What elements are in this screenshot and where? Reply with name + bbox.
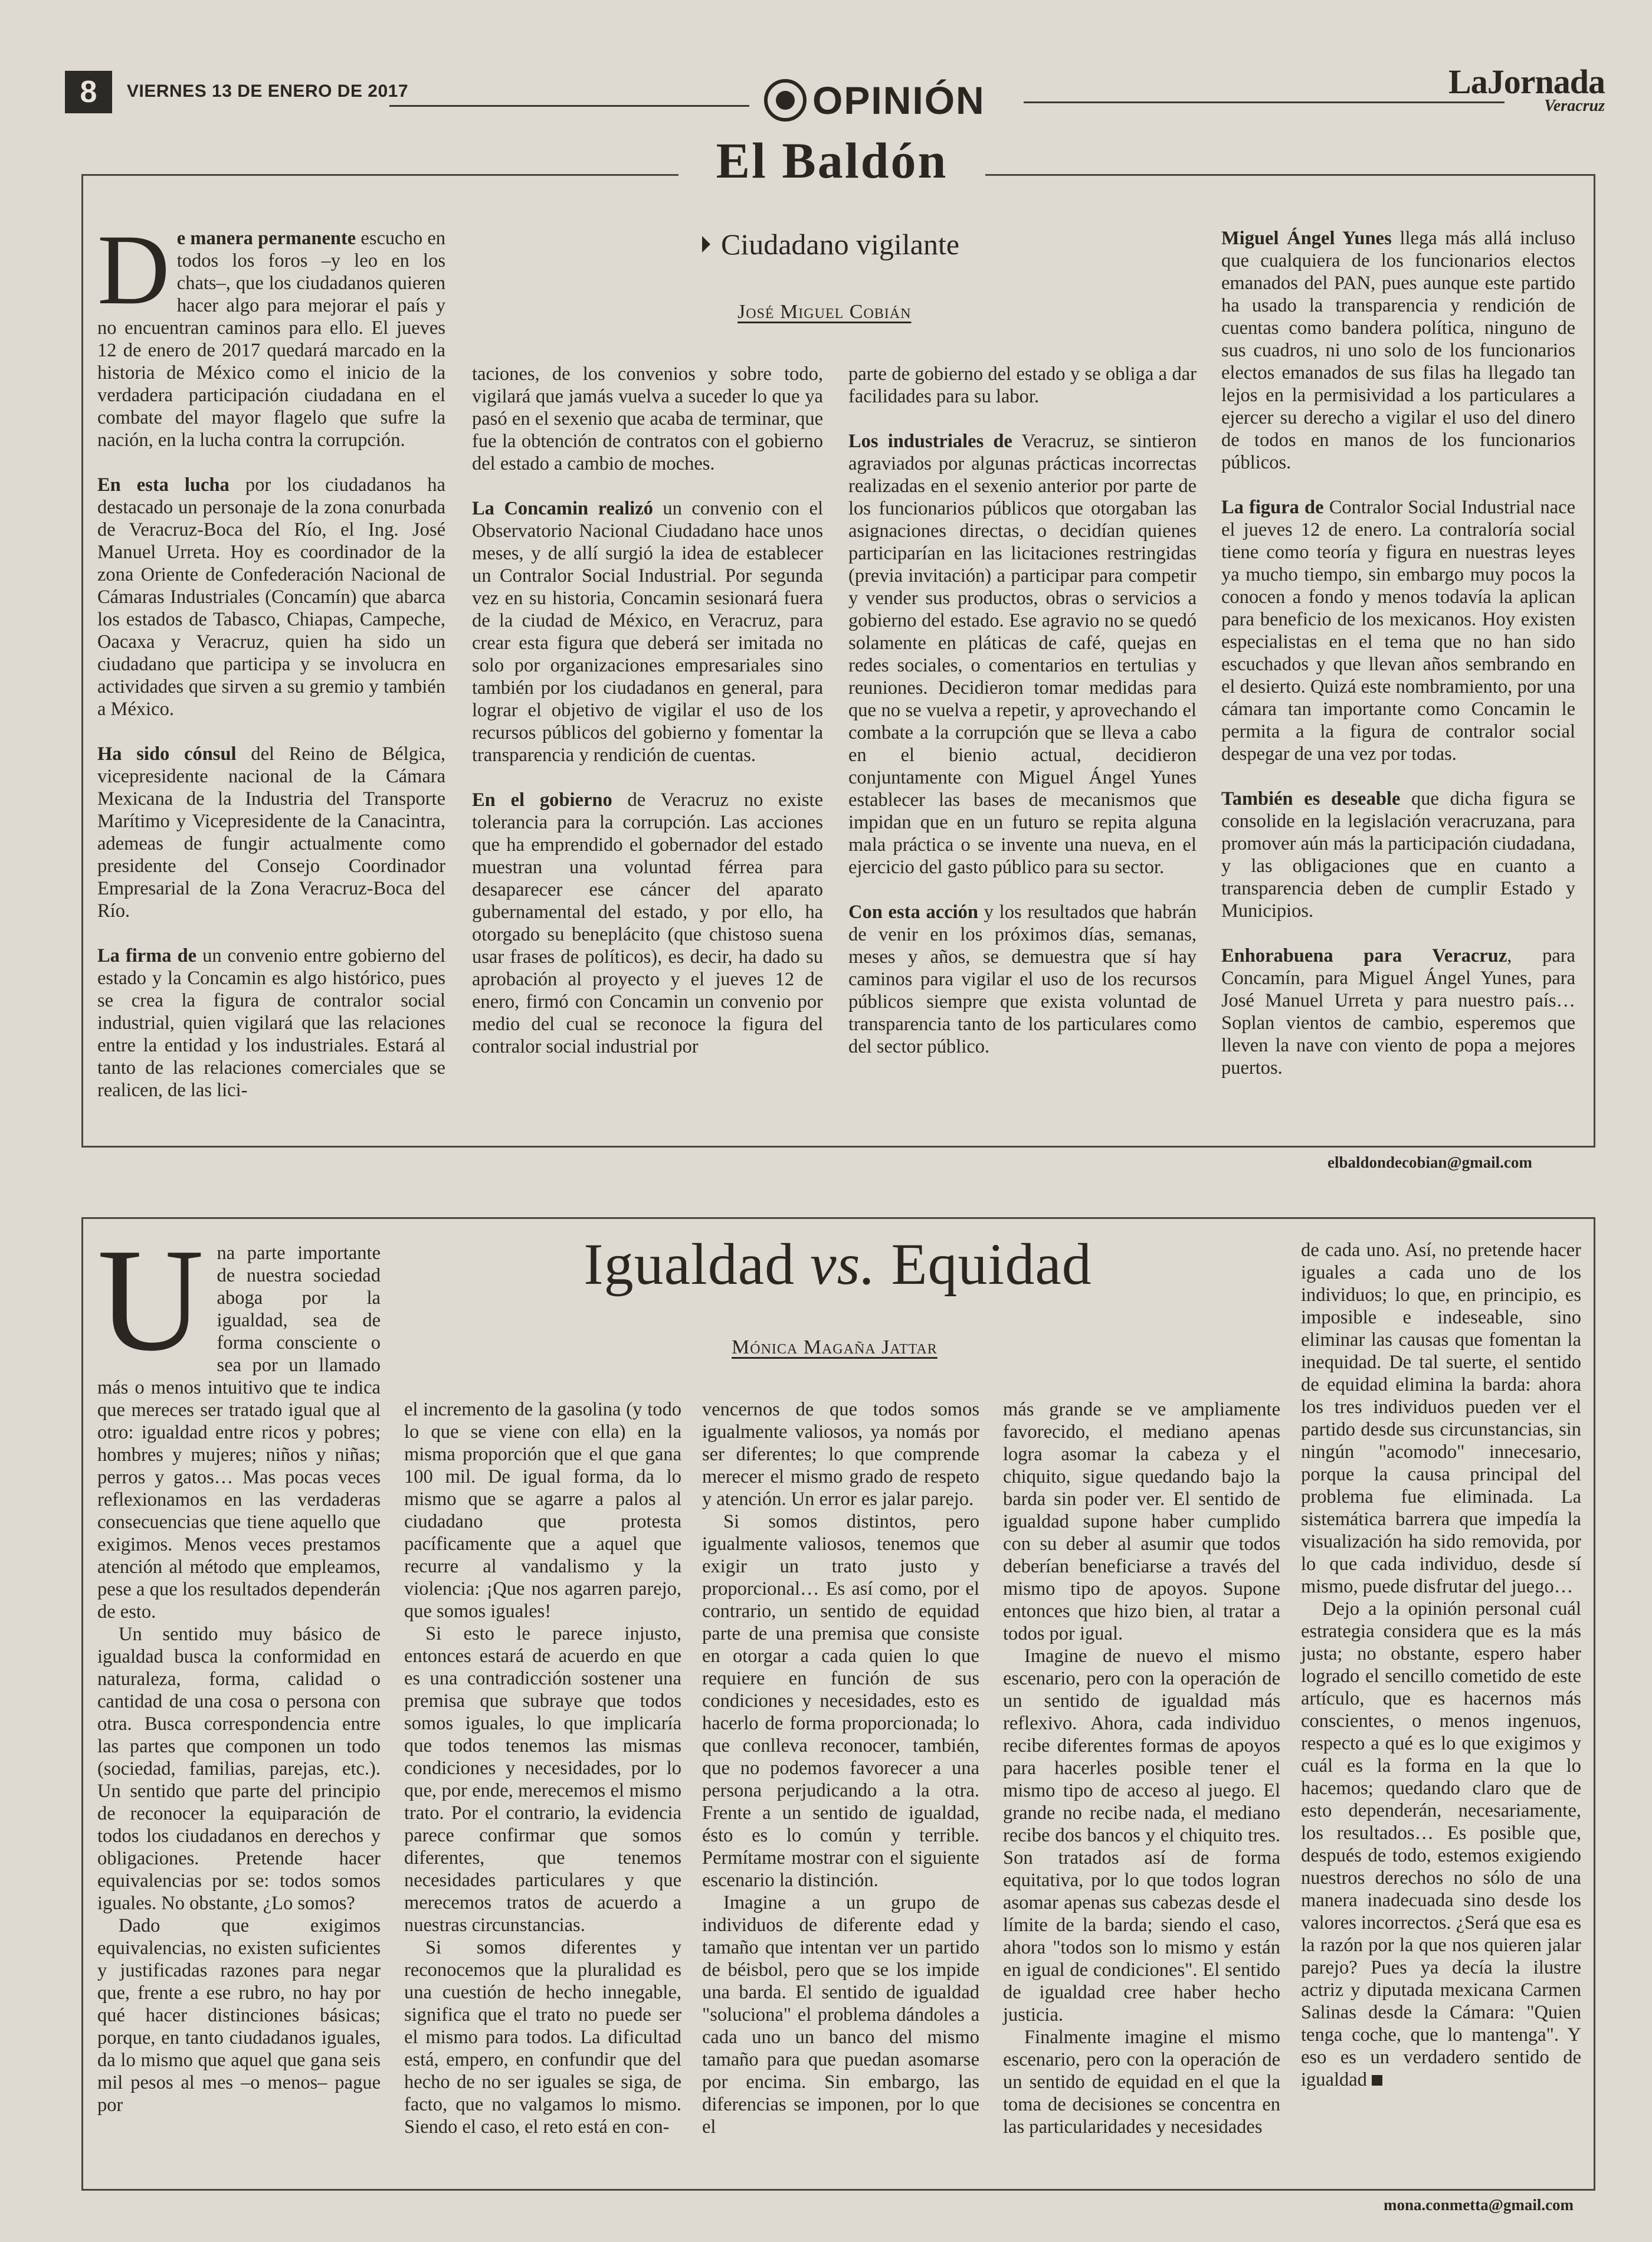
article2-column-2 [404,1398,681,2138]
paragraph-lead: La firma de [97,945,197,966]
article1-column-3 [848,363,1197,1058]
paragraph-text: , para Concamín, para Miguel Ángel Yunes, para José Manuel Urreta y para nuestro país… Soplan vientos de cambio, esperemos que lleven la nave con viento de popa a mejores puertos. [1221,945,1575,1079]
paragraph-lead: Enhorabuena para Veracruz [1221,945,1507,966]
logo-main: LaJornada [1448,63,1605,101]
paragraph-text: más grande se ve ampliamente favorecido, el mediano apenas logra asomar la cabeza y el chiquito, sigue quedando bajo la barda sin poder ver. El sentido de igualdad supone haber cumplido con su deber al asumir que todos deberían beneficiarse a través del mismo tipo de apoyos. Supone entonces que hizo bien, al tratar a todos por igual. [1003,1399,1280,1644]
paragraph-text: y los resultados que habrán de venir en los próximos días, semanas, meses y años, se demuestra que sí hay caminos para vigilar el uso de los recursos públicos siempre que exista voluntad de transparencia tanto de los particulares como del sector público. [848,902,1197,1057]
article2-paragraph [1301,1598,1581,2091]
paragraph-text: el incremento de la gasolina (y todo lo que se viene con ella) en la misma proporción que el que gana 100 mil. De igual forma, da lo mismo que se agarre a palos al ciudadano que protesta pacíficamente que a aquel que recurre al vandalismo y la violencia: ¡Que nos agarren parejo, que somos iguales! [404,1399,681,1622]
paragraph-lead: e manera permanente [176,228,356,249]
logo-sub: Veracruz [1544,97,1605,115]
article1-column-4 [1221,227,1575,1079]
paragraph-text: Imagine a un grupo de individuos de diferente edad y tamaño que intentan ver un partido de béisbol, pero que se los impide una barda. El sentido de igualdad "soluciona" el problema dándoles a cada uno un banco del mismo tamaño para que puedan asomarse por encima. Sin embargo, las diferencias se imponen, por lo que el [702,1892,979,2138]
column-title: El Baldón [716,132,948,189]
article1-column-2 [472,363,823,1058]
article2-paragraph [702,1892,979,2138]
newspaper-logo [1448,65,1605,113]
article2-paragraph [97,1623,381,1915]
article2-author: Mónica Magaña Jattar [732,1336,938,1358]
paragraph-lead: Los industriales de [848,431,1012,452]
article1-paragraph [472,789,823,1058]
article1-paragraph [1221,788,1575,922]
article2-email: mona.conmetta@gmail.com [1384,2196,1574,2214]
article2-paragraph [1003,2026,1280,2138]
article1-paragraph [848,363,1197,408]
article2-paragraph [97,1915,381,2116]
article1-paragraph [848,430,1197,879]
article2-title-part1: Igualdad [584,1231,811,1297]
article2-dropcap: U [97,1218,204,1382]
article1-paragraph [1221,227,1575,474]
paragraph-text: un convenio con el Observatorio Nacional Ciudadano hace unos meses, y de allí surgió la idea de establecer un Contralor Social Industrial. Por segunda vez en su historia, Concamin sesionará fuera de la ciudad de México, en Veracruz, para crear esta figura que deberá ser imitada no solo por organizaciones empresariales sino también por los ciudadanos en general, para lograr el objetivo de vigilar el uso de los recursos públicos del gobierno y fomentar la transparencia y rendición de cuentas. [472,498,823,766]
paragraph-text: de cada uno. Así, no pretende hacer iguales a cada uno de los individuos; lo que, en principio, es imposible e indeseable, sino eliminar las causas que fomentan la inequidad. De tal suerte, el sentido de equidad elimina la barda: ahora los tres individuos pueden ver el partido desde sus circunstancias, sin ningún "acomodo" innecesario, porque la causa principal del problema fue eliminada. La sistemática barrera que impedía la visualización ha sido removida, por lo que cada individuo, desde sí mismo, puede disfrutar del juego… [1301,1240,1581,1597]
article1-paragraph [97,474,445,720]
paragraph-text: Finalmente imagine el mismo escenario, pero con la operación de un sentido de equidad en el que la toma de decisiones se concentra en las particularidades y necesidades [1003,2027,1280,2138]
paragraph-lead: En esta lucha [97,474,230,496]
paragraph-text: escucho en todos los foros –y leo en los chats–, que los ciudadanos quieren hacer algo para mejorar el país y no encuentran caminos para ello. El jueves 12 de enero de 2017 quedará marcado en la historia de México como el inicio de la verdadera participación ciudadana en el combate del mayor flagelo que sufre la nación, en la lucha contra la corrupción. [97,228,445,451]
paragraph-text: Veracruz, se sintieron agraviados por algunas prácticas incorrectas realizadas en el sexenio anterior por parte de los funcionarios públicos que otorgaban las asignaciones directas, o decidían quienes participarían en las licitaciones restringidas (previa invitación) a participar para competir y vender sus productos, obras o servicios a gobierno del estado. Ese agravio no se quedó solamente en pláticas de café, quejas en redes sociales, o comentarios en tertulias y reuniones. Decidieron tomar medidas para que no se vuelva a repetir, y aprovechando el combate a la corrupción que se lleva a cabo en el bienio actual, decidieron conjuntamente con Miguel Ángel Yunes establecer las bases de mecanismos que impidan que en un futuro se repita alguna mala práctica o se invente una nueva, en el ejercicio del gasto público para su sector. [848,431,1197,878]
article2-paragraph [1003,1645,1280,2026]
article1-paragraph [848,901,1197,1058]
article2-column-5 [1301,1239,1581,2091]
article2-paragraph [1301,1239,1581,1598]
section-name: OPINIÓN [812,78,985,122]
article1-paragraph [97,214,445,451]
paragraph-text: Un sentido muy básico de igualdad busca la conformidad en naturaleza, forma, calidad o cantidad de una cosa o persona con otra. Busca correspondencia entre las partes que componen un todo (sociedad, familias, parejas, etc.). Un sentido que parte del principio de reconocer la equiparación de todos los ciudadanos en derechos y obligaciones. Pretende hacer equivalencias por se: todos somos iguales. No obstante, ¿Lo somos? [97,1624,381,1914]
article1-paragraph [1221,945,1575,1079]
paragraph-text: Dado que exigimos equivalencias, no existen suficientes y justificadas razones para negar que, frente a ese rubro, no hay por qué hacer distinciones básicas; porque, en tanto ciudadanos iguales, da lo mismo que aquel que gana seis mil pesos al mes –o menos– pague por [97,1915,381,2116]
article2-column-3 [702,1398,979,2138]
article1-paragraph [472,497,823,766]
article1-dropcap: D [97,214,170,325]
paragraph-text: del Reino de Bélgica, vicepresidente nacional de la Cámara Mexicana de la Industria del Transporte Marítimo y Vicepresidente de la Canacintra, ademeas de fungir actualmente como presidente del Consejo Coordinador Empresarial de la Zona Veracruz-Boca del Río. [97,743,445,922]
article2-paragraph [97,1218,381,1623]
paragraph-text: de Veracruz no existe tolerancia para la corrupción. Las acciones que ha emprendido el gobernador del estado muestran una voluntad férrea para desaparecer ese cáncer del aparato gubernamental del estado, y por ello, ha otorgado su beneplácito (que chistoso suena usar frases de políticos), es decir, ha dado su aprobación al proyecto y el jueves 12 de enero, firmó con Concamin un convenio por medio del cual se reconoce la figura del contralor social industrial por [472,789,823,1057]
bullet-triangle-icon [702,236,710,253]
paragraph-text: Si esto le parece injusto, entonces estará de acuerdo en que es una contradicción sostener una premisa que subraye que todos somos iguales, lo que implicaría que todos tenemos las mismas condiciones y necesidades, por lo que, por ende, merecemos el mismo trato. Por el contrario, la evidencia parece confirmar que somos diferentes, que tenemos necesidades particulares y que merecemos tratos de acuerdo a nuestras circunstancias. [404,1623,681,1936]
article1-title [702,227,1080,261]
article2-title [448,1230,1227,1298]
paragraph-text: vencernos de que todos somos igualmente valiosos, ya nomás por ser diferentes; lo que comprende merecer el mismo grado de respeto y atención. Un error es jalar parejo. [702,1399,979,1510]
article1-author: José Miguel Cobián [738,301,912,323]
paragraph-text: por los ciudadanos ha destacado un personaje de la zona conurbada de Veracruz-Boca del Río, el Ing. José Manuel Urreta. Hoy es coordinador de la zona Oriente de Confederación Nacional de Cámaras Industriales (Concamín) que abarca los estados de Tabasco, Chiapas, Campeche, Oacaxa y Veracruz, quien ha sido un ciudadano que participa y se involucra en actividades que sirven a su gremio y también a México. [97,474,445,720]
paragraph-text: Si somos diferentes y reconocemos que la pluralidad es una cuestión de hecho innegable, significa que el trato no puede ser el mismo para todos. La dificultad está, empero, en confundir que del hecho de no ser iguales se siga, de facto, que no valgamos lo mismo. Siendo el caso, el reto está en con- [404,1937,681,2138]
paragraph-text: un convenio entre gobierno del estado y la Concamin es algo histórico, pues se crea la figura de contralor social industrial, quien vigilará que las relaciones entre la entidad y los industriales. Estará al tanto de las relaciones comerciales que se realicen, de las lici- [97,945,445,1101]
article2-paragraph [702,1510,979,1892]
article1-email: elbaldondecobian@gmail.com [1328,1153,1532,1171]
paragraph-text: parte de gobierno del estado y se obliga a dar facilidades para su labor. [848,363,1197,407]
paragraph-lead: La Concamin realizó [472,498,653,519]
article2-paragraph [702,1398,979,1510]
article1-paragraph [1221,496,1575,765]
paragraph-lead: La figura de [1221,497,1324,518]
paragraph-lead: En el gobierno [472,789,612,811]
paragraph-lead: Miguel Ángel Yunes [1221,228,1392,249]
article2-column-1 [97,1218,381,2116]
article1-title-text: Ciudadano vigilante [721,228,960,261]
paragraph-lead: Ha sido cónsul [97,743,237,765]
paragraph-lead: Con esta acción [848,902,978,923]
paragraph-text: Contralor Social Industrial nace el jueves 12 de enero. La contraloría social tiene como teoría y figura en nuestras leyes ya mucho tiempo, sin embargo muy pocos la conocen a fondo y menos todavía la aplican para beneficio de los mexicanos. Hoy existen especialistas en el tema que no han sido escuchados y que llevan años sembrando en el desierto. Quizá este nombramiento, por una cámara tan importante como Concamin le permita a la figura de contralor social despegar de una vez por todas. [1221,497,1575,765]
article2-title-vs: vs. [810,1231,876,1297]
paragraph-lead: También es deseable [1221,788,1401,809]
issue-date: VIERNES 13 DE ENERO DE 2017 [127,81,409,101]
paragraph-text: na parte importante de nuestra sociedad aboga por la igualdad, sea de forma consciente o sea por un llamado más o menos intuitivo que te indica que mereces ser tratado igual que al otro: igualdad entre ricos y pobres; hombres y mujeres; niños y niñas; perros y gatos… Mas pocas veces reflexionamos en las verdaderas consecuencias que tiene aquello que exigimos. Menos veces prestamos atención al método que empleamos, pese a que los resultados dependerán de esto. [97,1243,381,1622]
header-rule-left [389,105,749,107]
paragraph-text: llega más allá incluso que cualquiera de los funcionarios electos emanados del PAN, pues aunque este partido ha usado la transparencia y rendición de cuentas como bandera política, ninguno de sus cuadros, ni uno solo de los funcionarios electos emanados de sus filas ha llegado tan lejos en la permisividad a los particulares a ejercer su derecho a vigilar el uso del dinero de todos en manos de los funcionarios públicos. [1221,228,1575,473]
paragraph-text: Si somos distintos, pero igualmente valiosos, tenemos que exigir un trato justo y proporcional… Es así como, por el contrario, un sentido de equidad parte de una premisa que consiste en otorgar a cada quien lo que requiere en función de sus condiciones y necesidades, esto es hacerlo de forma proporcionada; lo que conlleva reconocer, también, que no podemos favorecer a una persona perjudicando a la otra. Frente a un sentido de igualdad, ésto es lo común y terrible. Permítame mostrar con el siguiente escenario la distinción. [702,1511,979,1891]
page-number: 8 [65,71,112,113]
article1-paragraph [472,363,823,475]
paragraph-text: taciones, de los convenios y sobre todo, vigilará que jamás vuelva a suceder lo que ya pasó en el sexenio que acaba de terminar, que fue la obtención de contratos con el gobierno del estado a cambio de moches. [472,363,823,474]
article2-paragraph [404,1936,681,2138]
article1-column-1 [97,214,445,1102]
article2-paragraph [404,1398,681,1622]
paragraph-text: Imagine de nuevo el mismo escenario, pero con la operación de un sentido de igualdad más reflexivo. Ahora, cada individuo recibe diferentes formas de apoyos para hacerles posible tener el mismo tipo de acceso al juego. El grande no recibe nada, el mediano recibe dos bancos y el chiquito tres. Son tratados así de forma equitativa, por lo que todos logran asomar apenas sus cabezas desde el límite de la barda; siendo el caso, ahora "todos son lo mismo y están en igual de condiciones". El sentido de igualdad cree haber hecho justicia. [1003,1646,1280,2025]
page-header [65,65,1611,130]
article1-paragraph [97,743,445,922]
article1-paragraph [97,945,445,1102]
article2-paragraph [1003,1398,1280,1645]
section-heading [764,77,1018,124]
paragraph-text: que dicha figura se consolide en la legislación veracruzana, para promover aún más la participación ciudadana, y las obligaciones que en cuanto a transparencia deben de cumplir Estado y Municipios. [1221,788,1575,922]
header-rule-right [1024,101,1504,103]
end-of-article-icon [1372,2075,1382,2086]
article2-title-part2: Equidad [876,1231,1092,1297]
article2-paragraph [404,1622,681,1936]
article2-column-4 [1003,1398,1280,2138]
paragraph-text: Dejo a la opinión personal cuál estrategia considera que es la más justa; no obstante, espero haber logrado el sencillo cometido de este artículo, que es hacernos más conscientes, o menos ingenuos, respecto a qué es lo que exigimos y cuál es la forma en la que lo hacemos; quedando claro que de esto dependerán, necesariamente, los resultados… Es posible que, después de todo, estemos exigiendo nuestros derechos no sólo de una manera inadecuada sino desde los valores incorrectos. ¿Será que esa es la razón por la que nos quieren jalar parejo? Pues ya decía la ilustre actriz y diputada mexicana Carmen Salinas desde la Cámara: "Quien tenga coche, que lo mantenga". Y eso es un verdadero sentido de igualdad [1301,1598,1581,2090]
section-emblem-icon [764,79,807,122]
